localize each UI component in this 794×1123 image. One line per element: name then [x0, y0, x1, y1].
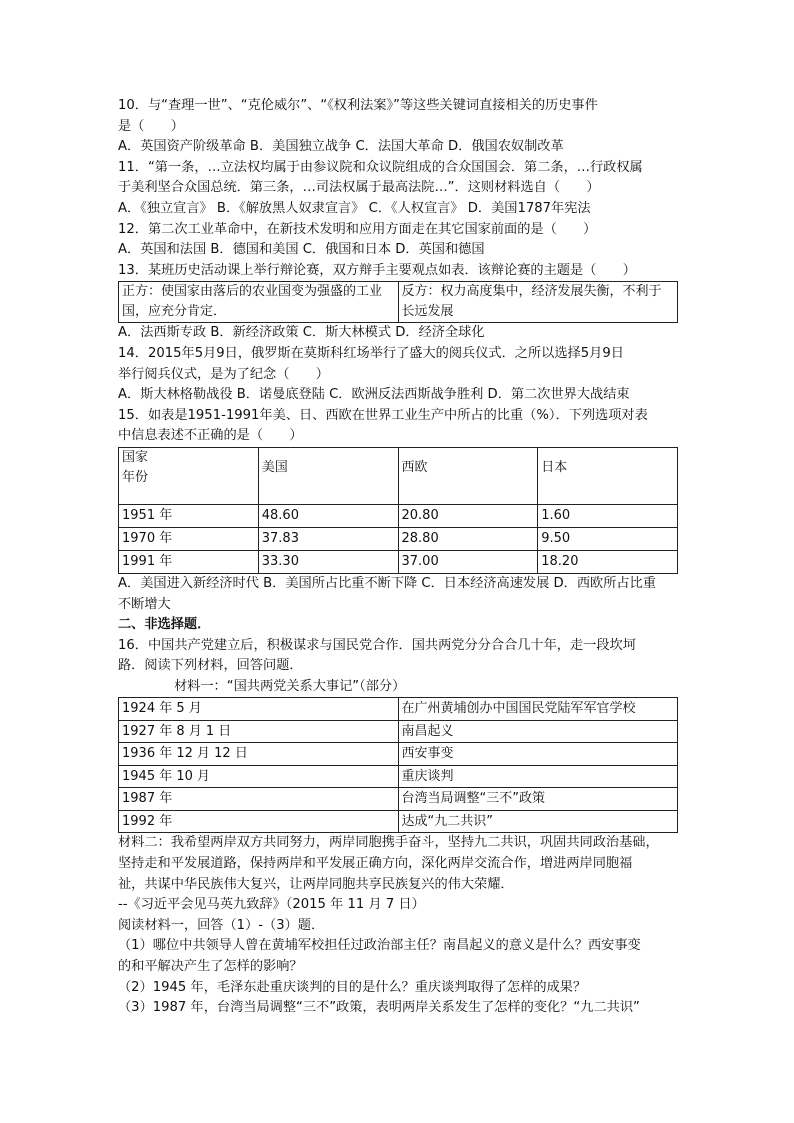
table-row	[119, 550, 678, 573]
value-cell: 33.30	[258, 550, 398, 573]
year-cell: 1951 年	[119, 504, 259, 527]
event-name: 台湾当局调整“三不”政策	[398, 788, 678, 811]
debate-con-cell	[398, 282, 678, 323]
value-cell: 20.80	[398, 504, 538, 527]
year-cell: 1970 年	[119, 527, 259, 550]
event-name: 重庆谈判	[398, 765, 678, 788]
question-10-stem-line2: 是（ ）	[118, 118, 184, 134]
value-cell: 18.20	[538, 550, 678, 573]
event-date: 1927 年 8 月 1 日	[119, 720, 399, 743]
sub-question-3: （3）1987 年，台湾当局调整“三不”政策，表明两岸关系发生了怎样的变化？“九二共识”	[118, 1000, 640, 1016]
sub-question-1-line1: （1）哪位中共领导人曾在黄埔军校担任过政治部主任？南昌起义的意义是什么？西安事变	[118, 938, 641, 954]
value-cell: 9.50	[538, 527, 678, 550]
event-name: 西安事变	[398, 743, 678, 766]
debate-con-line2: 长远发展	[401, 304, 454, 320]
reading-instruction: 阅读材料一，回答（1）-（3）题．	[118, 917, 325, 933]
question-16-stem-line2: 路．阅读下列材料，回答问题．	[118, 658, 303, 674]
table-row	[119, 788, 678, 811]
event-date: 1992 年	[119, 810, 399, 833]
value-cell: 28.80	[398, 527, 538, 550]
sub-question-2: （2）1945 年，毛泽东赴重庆谈判的目的是什么？重庆谈判取得了怎样的成果？	[118, 979, 587, 995]
table-row	[119, 720, 678, 743]
debate-table	[118, 281, 678, 323]
event-name: 南昌起义	[398, 720, 678, 743]
table-row	[119, 698, 678, 721]
question-12-stem: 12．第二次工业革命中，在新技术发明和应用方面走在其它国家前面的是（ ）	[118, 221, 597, 237]
debate-pro-cell	[119, 282, 399, 323]
event-date: 1987 年	[119, 788, 399, 811]
corner-top-label: 国家	[122, 449, 149, 465]
material-2-line1: 材料二：我希望两岸双方共同努力，两岸同胞携手奋斗，坚持九二共识，巩固共同政治基础，	[118, 835, 659, 851]
question-15-options-line2: 不断增大	[118, 596, 171, 612]
material-2-line2: 坚持走和平发展道路，保持两岸和平发展正确方向，深化两岸交流合作，增进两岸同胞福	[118, 856, 633, 872]
table-row	[119, 282, 678, 323]
sub-question-1-line2: 的和平解决产生了怎样的影响？	[118, 959, 303, 975]
table-row	[119, 743, 678, 766]
table-row	[119, 810, 678, 833]
question-15-options-line1: A．美国进入新经济时代 B．美国所占比重不断下降 C．日本经济高速发展 D．西欧所占比重	[118, 575, 656, 591]
table-row	[119, 765, 678, 788]
event-date: 1945 年 10 月	[119, 765, 399, 788]
question-11-stem-line2: 于美利坚合众国总统．第三条，…司法权属于最高法院…”．这则材料选自（ ）	[118, 180, 600, 196]
column-header: 美国	[258, 447, 398, 504]
question-14-stem-line1: 14．2015年5月9日，俄罗斯在莫斯科红场举行了盛大的阅兵仪式．之所以选择5月9日	[118, 345, 624, 361]
question-13-stem: 13．某班历史活动课上举行辩论赛，双方辩手主要观点如表．该辩论赛的主题是（ ）	[118, 262, 636, 278]
question-14-stem-line2: 举行阅兵仪式，是为了纪念（ ）	[118, 366, 329, 382]
question-14-options: A．斯大林格勒战役 B．诺曼底登陆 C．欧洲反法西斯战争胜利 D．第二次世界大战结束	[118, 387, 630, 403]
question-10-options: A．英国资产阶级革命 B．美国独立战争 C．法国大革命 D．俄国农奴制改革	[118, 139, 564, 155]
debate-pro-line2: 国，应充分肯定．	[122, 304, 227, 320]
question-13-options: A．法西斯专政 B．新经济政策 C．斯大林模式 D．经济全球化	[118, 325, 485, 341]
year-cell: 1991 年	[119, 550, 259, 573]
column-header: 日本	[538, 447, 678, 504]
debate-con-line1: 反方：权力高度集中，经济发展失衡，不利于	[401, 284, 662, 300]
question-16-stem-line1: 16．中国共产党建立后，积极谋求与国民党合作．国共两党分分合合几十年，走一段坎坷	[118, 637, 636, 653]
table-row	[119, 504, 678, 527]
table-row	[119, 527, 678, 550]
material-2-source: --《习近平会见马英九致辞》（2015 年 11 月 7 日）	[118, 897, 425, 913]
corner-bottom-label: 年份	[122, 469, 149, 485]
question-11-options: A．《独立宣言》 B．《解放黑人奴隶宣言》 C．《人权宣言》 D．美国1787年宪法	[118, 200, 591, 216]
material-1-title: 材料一：“国共两党关系大事记”（部分）	[174, 678, 406, 694]
event-name: 在广州黄埔创办中国国民党陆军军官学校	[398, 698, 678, 721]
industry-share-table	[118, 447, 678, 574]
material-2-line3: 祉，共谋中华民族伟大复兴，让两岸同胞共享民族复兴的伟大荣耀．	[118, 876, 514, 892]
question-11-stem-line1: 11．“第一条，…立法权均属于由参议院和众议院组成的合众国国会．第二条，…行政权属	[118, 159, 643, 175]
value-cell: 1.60	[538, 504, 678, 527]
value-cell: 37.83	[258, 527, 398, 550]
corner-cell	[119, 447, 259, 504]
question-10-stem-line1: 10．与“查理一世”、“克伦威尔”、“《权利法案》”等这些关键词直接相关的历史事件	[118, 98, 598, 113]
question-15-stem-line2: 中信息表述不正确的是（ ）	[118, 428, 303, 444]
debate-pro-line1: 正方：使国家由落后的农业国变为强盛的工业	[122, 284, 383, 300]
event-name: 达成“九二共识”	[398, 810, 678, 833]
value-cell: 48.60	[258, 504, 398, 527]
value-cell: 37.00	[398, 550, 538, 573]
question-15-stem-line1: 15．如表是1951-1991年美、日、西欧在世界工业生产中所占的比重（%）．下列选项对表	[118, 407, 648, 423]
events-table	[118, 697, 678, 833]
table-header-row	[119, 447, 678, 504]
exam-page	[118, 96, 678, 1019]
event-date: 1936 年 12 月 12 日	[119, 743, 399, 766]
question-12-options: A．英国和法国 B．德国和美国 C．俄国和日本 D．英国和德国	[118, 242, 485, 258]
event-date: 1924 年 5 月	[119, 698, 399, 721]
column-header: 西欧	[398, 447, 538, 504]
section-heading: 二、非选择题．	[118, 617, 211, 633]
